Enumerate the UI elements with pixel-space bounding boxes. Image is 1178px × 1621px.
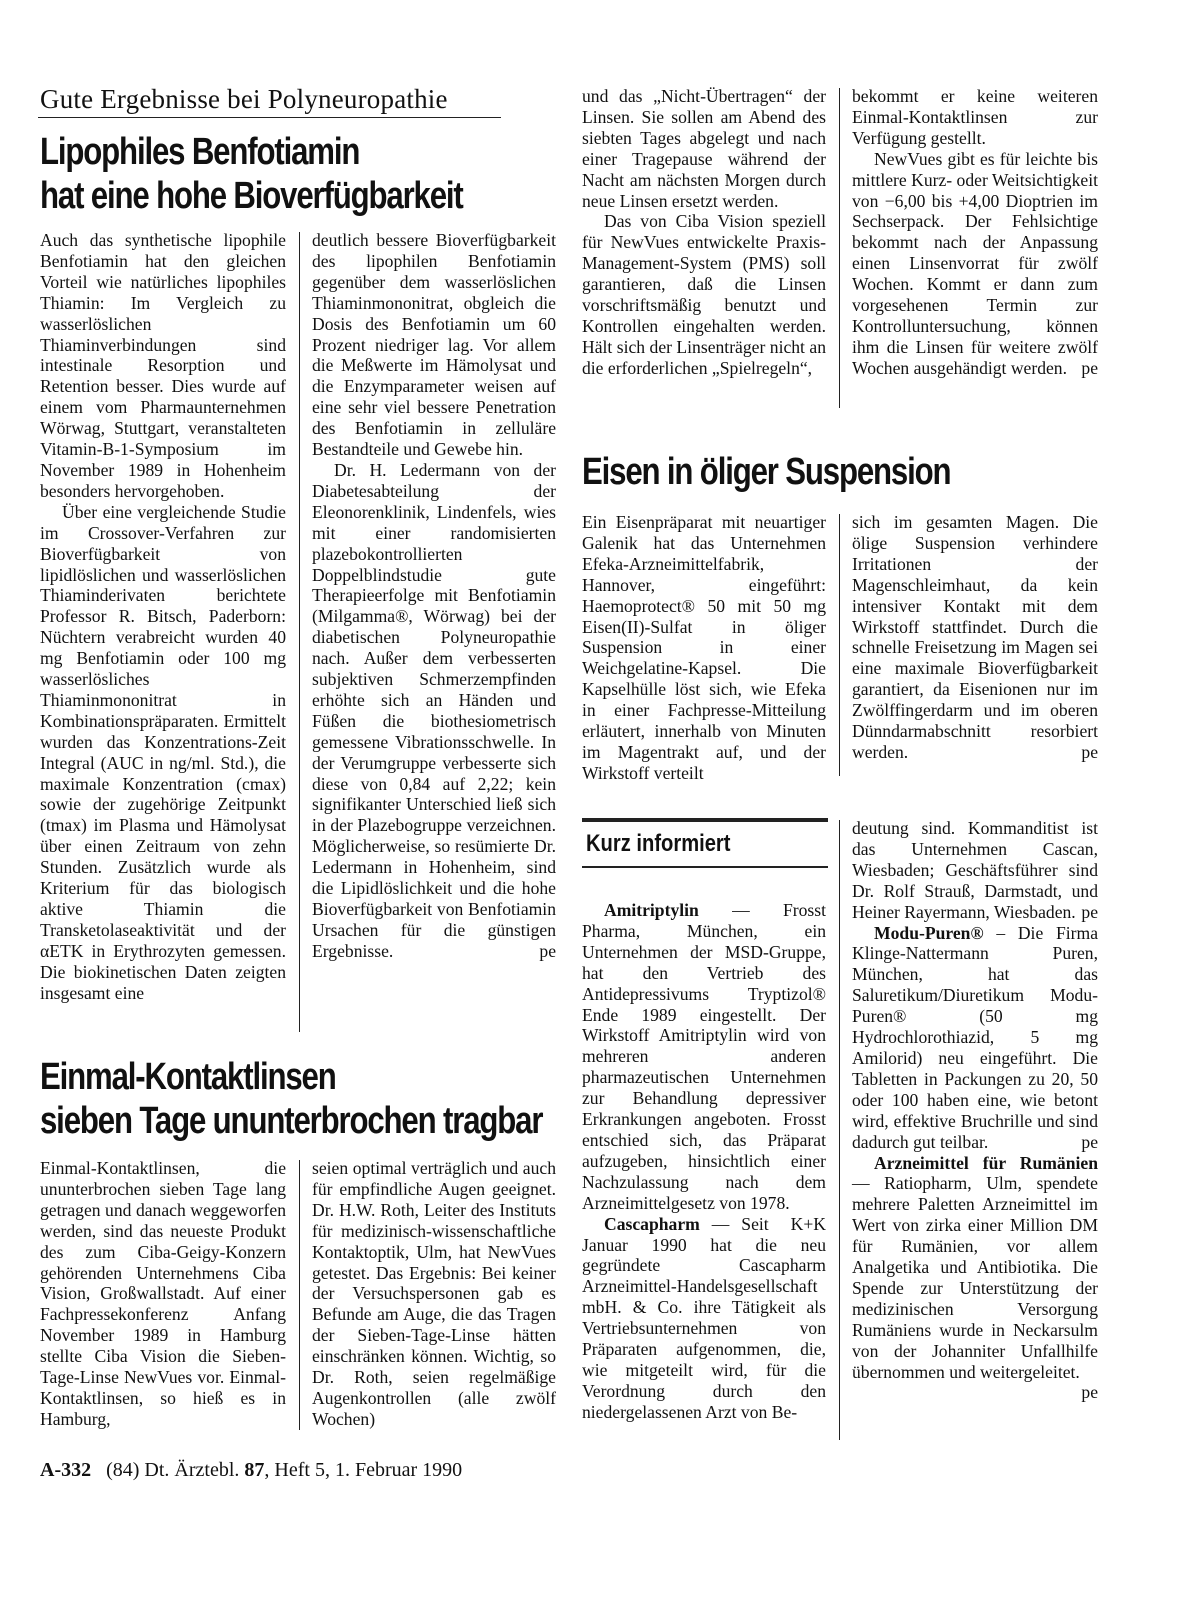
- article2-col4-para: NewVues gibt es für leichte bis mittlere Kurz- oder Weitsichtigkeit von −6,00 bis +4,00 Dioptrien im Sechserpack. Der Fehlsichtige bekommt nach der Anpassung einen Linsenvorrat für zwölf Wochen. Kommt er dann zum vorgesehenen Termin zur Kontrolluntersuchung, können ihm die Linsen für weitere zwölf Wochen ausgehändigt werden.: [852, 148, 1098, 378]
- footer-issue: , Heft 5, 1. Februar 1990: [264, 1459, 463, 1481]
- article2-col3-para: und das „Nicht-Übertragen“ der Linsen. Sie sollen am Abend des siebten Tages abgelegt und nach einer Tragepause während der Nacht am nächsten Morgen durch neue Linsen ersetzt werden.: [582, 86, 826, 211]
- kurz-column-2: [852, 818, 1098, 1403]
- article2-column-2: [312, 1158, 556, 1430]
- column-rule: [299, 1160, 300, 1430]
- kurz-item-text: — Seit Januar 1990 hat die neu gegründete Cascapharm Arzneimittel-Handelsgesellschaft mbH. & Co. ihre Tätigkeit als Vertriebsunternehmen von Präparaten aufgenommen, die, wie mitgeteilt wird, für die Verordnung durch den niedergelassenen Arzt von Be-: [582, 1213, 826, 1422]
- kurz-item: [852, 818, 1098, 923]
- article3-headline: Eisen in öliger Suspension: [582, 451, 951, 493]
- article1-headline-line1: Lipophiles Benfotiamin: [40, 131, 360, 173]
- kurz-item-text: – Die Firma Klinge-Nattermann Puren, München, hat das Saluretikum/Diuretikum Modu-Puren® (50 mg Hydrochlorothiazid, 5 mg Amilorid) neu eingeführt. Die Tabletten in Packungen zu 20, 50 oder 100 haben eine, wie betont wird, effektive Bruchrille und sind dadurch gut teilbar.: [852, 922, 1098, 1152]
- footer-page-number: A-332: [40, 1459, 92, 1481]
- kurz-column-1: [582, 900, 826, 1423]
- kurz-heading: Kurz informiert: [586, 830, 731, 857]
- kurz-item-text: deutung sind. Kommanditist ist das Unternehmen Cascan, Wiesbaden; Geschäftsführer sind Dr. Rolf Strauß, Darmstadt, und Heiner Rayermann, Wiesbaden.: [852, 818, 1098, 922]
- kurz-bottom-bar: [582, 866, 828, 868]
- article2-col4-para: bekommt er keine weiteren Einmal-Kontaktlinsen zur Verfügung gestellt.: [852, 86, 1098, 148]
- article1-column-2: [312, 230, 556, 962]
- article2-col1-para: Einmal-Kontaktlinsen, die ununterbrochen sieben Tage lang getragen und danach weggeworfen werden, sind das neueste Produkt des zum Ciba-Geigy-Konzern gehörenden Unternehmens Ciba Vision, Großwallstadt. Auf einer Fachpressekonferenz Anfang November 1989 in Hamburg stellte Ciba Vision die Sieben-Tage-Linse NewVues vor. Einmal-Kontaktlinsen, so hieß es in Hamburg,: [40, 1158, 286, 1429]
- article2-headline-line1: Einmal-Kontaktlinsen: [40, 1056, 336, 1098]
- kurz-item: [582, 1214, 826, 1423]
- article3-signature: pe: [1081, 741, 1098, 762]
- article2-signature: pe: [1081, 357, 1098, 378]
- article1-col2-para: Dr. H. Ledermann von der Diabetesabteilung der Eleonorenklinik, Lindenfels, wies mit einer randomisierten plazebokontrollierten Doppelblindstudie gute Therapieerfolge mit Benfotiamin (Milgamma®, Wörwag) bei der diabetischen Polyneuropathie nach. Außer dem verbesserten subjektiven Schmerzempfinden erhöhte sich an Händen und Füßen die biothesiometrisch gemessene Vibrationsschwelle. In der Verumgruppe verbesserte sich diese von 0,84 auf 2,22; kein signifikanter Unterschied ließ sich in der Plazebogruppe verzeichnen. Möglicherweise, so resümierte Dr. Ledermann in Hohenheim, sind die Lipidlöslichkeit und die hohe Bioverfügbarkeit von Benfotiamin Ursachen für die günstigen Ergebnisse.: [312, 459, 556, 961]
- kurz-item-signature: K+K: [790, 1213, 826, 1234]
- kurz-item-lead: Modu-Puren®: [874, 922, 984, 943]
- article3-col2-para: sich im gesamten Magen. Die ölige Suspension verhindere Irritationen der Magenschleimhaut, da kein intensiver Kontakt mit dem Wirkstoff stattfindet. Durch die schnelle Freisetzung im Magen sei eine maximale Bioverfügbarkeit garantiert, da Eisenionen nur im Zwölffingerdarm und im oberen Dünndarmabschnitt resorbiert werden.: [852, 512, 1098, 762]
- kurz-item-lead: Cascapharm: [604, 1213, 700, 1234]
- footer-volume: 87: [244, 1459, 265, 1481]
- footer-citation: (84) Dt. Ärztebl.: [106, 1459, 240, 1481]
- article1-col1-para: Über eine vergleichende Studie im Crossover-Verfahren zur Bioverfügbarkeit von lipidlöslichen und wasserlöslichen Thiaminderivaten berichtete Professor R. Bitsch, Paderborn: Nüchtern verabreicht wurden 40 mg Benfotiamin oder 100 mg wasserlösliches Thiaminmononitrat in Kombinationspräparaten. Ermittelt wurden das Konzentrations-Zeit Integral (AUC in ng/ml. Std.), die maximale Konzentration (cmax) sowie der zugehörige Zeitpunkt (tmax) im Plasma und Hämolysat über einen Zeitraum von zehn Stunden. Zusätzlich wurde als Kriterium für das biologisch aktive Thiamin die Transketolaseaktivität und der αETK in Erythrozyten gemessen. Die biokinetischen Daten zeigten insgesamt eine: [40, 501, 286, 1003]
- column-rule: [299, 232, 300, 1032]
- kurz-item-text: — Frosst Pharma, München, ein Unternehmen der MSD-Gruppe, hat den Vertrieb des Antidepressivums Tryptizol® Ende 1989 eingestellt. Der Wirkstoff Amitriptylin wird von mehreren anderen pharmazeutischen Unternehmen zur Behandlung depressiver Erkrankungen angeboten. Frosst entschied sich, das Präparat aufzugeben, hinsichtlich einer Nachzulassung nach dem Arzneimittelgesetz von 1978.: [582, 900, 826, 1213]
- article2-column-1: [40, 1158, 286, 1430]
- article3-col1-para: Ein Eisenpräparat mit neuartiger Galenik hat das Unternehmen Efeka-Arzneimittelfabrik, Hannover, eingeführt: Haemoprotect® 50 mit 50 mg Eisen(II)-Sulfat in öliger Suspension in einer Weichgelatine-Kapsel. Die Kapselhülle löst sich, wie Efeka in einer Fachpresse-Mitteilung erläutert, innerhalb von Minuten im Magentrakt auf, und der Wirkstoff verteilt: [582, 512, 826, 783]
- kurz-item-text: — Ratiopharm, Ulm, spendete mehrere Paletten Arzneimittel im Wert von zirka einer Million DM für Rumänien, vor allem Analgetika und Antibiotika. Die Spende zur Unterstützung der medizinischen Versorgung Rumäniens wurde in Neckarsulm von der Johanniter Unfallhilfe übernommen und weitergeleitet.: [852, 1173, 1098, 1382]
- kurz-item-lead: Arzneimittel für Rumänien: [874, 1152, 1098, 1173]
- kicker-underline: [38, 117, 501, 118]
- article2-col3-para: Das von Ciba Vision speziell für NewVues entwickelte Praxis-Management-System (PMS) soll garantieren, daß die Linsen vorschriftsmäßig benutzt und Kontrollen eingehalten werden. Hält sich der Linsenträger nicht an die erforderlichen „Spielregeln“,: [582, 211, 826, 378]
- kurz-item: [852, 923, 1098, 1153]
- kurz-item: [852, 1152, 1098, 1403]
- article1-signature: pe: [539, 940, 556, 961]
- article1-col1-para: Auch das synthetische lipophile Benfotiamin hat den gleichen Vorteil wie natürliches lipophiles Thiamin: Im Vergleich zu wasserlöslichen Thiaminverbindungen sind intestinale Resorption und Retention besser. Dies wurde auf einem vom Pharmaunternehmen Wörwag, Stuttgart, veranstalteten Vitamin-B-1-Symposium im November 1989 in Hohenheim besonders hervorgehoben.: [40, 230, 286, 501]
- column-rule: [839, 88, 840, 408]
- column-rule: [839, 514, 840, 776]
- article1-headline-line2: hat eine hohe Bioverfügbarkeit: [40, 175, 463, 217]
- article1-col2-para: deutlich bessere Bioverfügbarkeit des lipophilen Benfotiamin gegenüber dem wasserlöslichen Thiaminmononitrat, obgleich die Dosis des Benfotiamin um 60 Prozent niedriger lag. Vor allem die Meßwerte im Hämolysat und die Enzymparameter weisen auf eine sehr viel bessere Penetration des Benfotiamin in zelluläre Bestandteile und Gewebe hin.: [312, 230, 556, 460]
- article1-column-1: [40, 230, 286, 1004]
- article2-column-3: [582, 86, 826, 379]
- kurz-item-lead: Amitriptylin: [604, 900, 699, 920]
- article1-kicker: Gute Ergebnisse bei Polyneuropathie: [40, 84, 448, 114]
- kurz-item-signature: pe: [1081, 901, 1098, 922]
- column-rule: [839, 820, 840, 1440]
- kurz-top-bar: [582, 818, 828, 822]
- kurz-item-signature: pe: [1081, 1382, 1098, 1403]
- kurz-item-signature: pe: [1081, 1131, 1098, 1152]
- page-footer: [40, 1458, 462, 1482]
- article3-column-1: [582, 512, 826, 784]
- article2-col2-para: seien optimal verträglich und auch für empfindliche Augen geeignet. Dr. H.W. Roth, Leiter des Instituts für medizinisch-wissenschaftliche Kontaktoptik, Ulm, hat NewVues getestet. Das Ergebnis: Bei keiner der Versuchspersonen gab es Befunde am Auge, die das Tragen der Sieben-Tage-Linse hätten einschränken können. Wichtig, so Dr. Roth, seien regelmäßige Augenkontrollen (alle zwölf Wochen): [312, 1158, 556, 1429]
- article2-headline-line2: sieben Tage ununterbrochen tragbar: [40, 1100, 543, 1142]
- article3-column-2: [852, 512, 1098, 763]
- article2-column-4: [852, 86, 1098, 379]
